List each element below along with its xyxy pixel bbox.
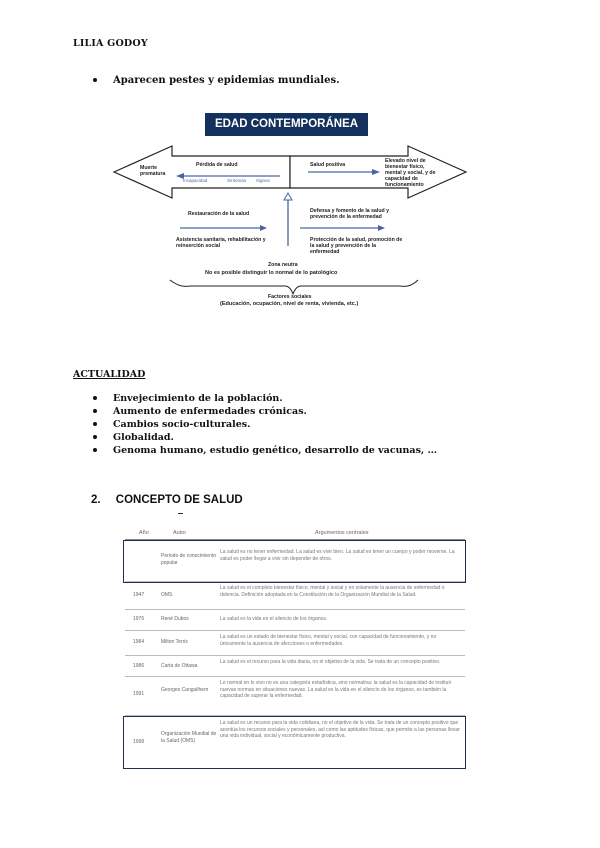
diagram-title: EDAD CONTEMPORÁNEA xyxy=(205,113,368,136)
highlight-box-popular xyxy=(123,540,466,583)
list-item: Genoma humano, estudio genético, desarrollo de vacunas, … xyxy=(93,444,437,457)
elevado-label: Elevado nivel de bienestar físico, mental y social, y de capacidad de funcionamiento xyxy=(385,158,436,188)
intro-bullet-text: Aparecen pestes y epidemias mundiales. xyxy=(113,75,340,86)
header-author: Autor xyxy=(173,530,187,536)
bullet-icon xyxy=(93,409,97,413)
bullet-icon xyxy=(93,78,97,82)
neutral-arrowhead xyxy=(284,193,292,200)
factors-brace xyxy=(170,280,418,294)
table-row: 1986 Carta de Ottawa La salud es el recurso para la vida diaria, no el objetivo de la vida. Se trata de un concepto positivo. xyxy=(125,656,465,677)
list-item: Globalidad. xyxy=(93,431,437,444)
zona-neutra-label: Zona neutra xyxy=(268,262,298,268)
highlight-box-oms xyxy=(123,716,466,769)
table-row: 1976 René Dubos La salud es la vida en el silencio de los órganos. xyxy=(125,610,465,631)
bullet-icon xyxy=(93,435,97,439)
author-header: LILIA GODOY xyxy=(73,38,148,49)
table-row: 1947 OMS La salud es el completo bienestar físico, mental y social y no solamente la ausencia de enfermedad o dolencia. Definición adoptada en la Constitución de la Organización Mundial de la Salud. xyxy=(125,582,465,610)
muerte-label: Muerte prematura xyxy=(140,165,166,177)
underscore-mark xyxy=(178,513,183,514)
list-item: Cambios socio-culturales. xyxy=(93,418,437,431)
table-header xyxy=(125,525,465,540)
list-item: Aumento de enfermedades crónicas. xyxy=(93,405,437,418)
actualidad-list xyxy=(93,392,437,457)
section-title: CONCEPTO DE SALUD xyxy=(115,494,243,506)
header-arguments: Argumentos centrales xyxy=(315,530,369,536)
table-row: 1984 Milton Terris La salud es un estado de bienestar físico, mental y social, con capacidad de funcionamiento, y no únicamente la ausencia de afecciones o enfermedades. xyxy=(125,631,465,656)
list-item: Envejecimiento de la población. xyxy=(93,392,437,405)
incapacidad-label: Incapacidad xyxy=(183,178,208,183)
intro-bullet xyxy=(93,75,340,86)
no-distinguir-label: No es posible distinguir lo normal de lo patológico xyxy=(205,270,338,276)
asistencia-label: Asistencia sanitaria, rehabilitación y reinserción social xyxy=(176,237,266,249)
section-heading xyxy=(91,494,243,506)
bullet-icon xyxy=(93,422,97,426)
actualidad-heading: ACTUALIDAD xyxy=(73,369,146,380)
factores-detalle-label: (Educación, ocupación, nivel de renta, vivienda, etc.) xyxy=(220,301,359,307)
header-year: Año xyxy=(139,530,149,536)
factores-label: Factores sociales xyxy=(268,294,312,300)
table-row: 1991 Georges Canguilhem Lo normal en lo vivo no es una categoría estadística, sino normativa: la salud es la capacidad de instituir nuevas normas en situaciones nuevas. La salud es la vida en el silencio de los órganos, es también la capacidad de superar la enfermedad. xyxy=(125,677,465,716)
restauracion-label: Restauración de la salud xyxy=(188,211,250,217)
defensa-label: Defensa y fomento de la salud y prevención de la enfermedad xyxy=(310,208,389,220)
sintomas-label: Síntomas xyxy=(227,178,247,183)
table-row: 1998 Organización Mundial de la Salud (OMS) La salud es un recurso para la vida cotidiana, no el objetivo de la vida. Se trata de un concepto positivo que acentúa los recursos sociales y personales, así como las aptitudes físicas, que permite a las personas llevar una vida individual, social y económicamente productiva. xyxy=(133,720,460,745)
bullet-icon xyxy=(93,448,97,452)
proteccion-label: Protección de la salud, promoción de la salud y prevención de la enfermedad xyxy=(310,237,403,255)
salud-positiva-label: Salud positiva xyxy=(310,162,346,168)
section-number: 2. xyxy=(91,494,101,506)
bullet-icon xyxy=(93,396,97,400)
perdida-label: Pérdida de salud xyxy=(196,162,238,168)
table-row: Periodo de conocimiento popular La salud es no tener enfermedad. La salud es vivir bien. La salud es tener un cuerpo y poder moverse. La salud es poder llegar a vivir sin depender de otros. xyxy=(125,541,465,582)
signos-label: Signos xyxy=(256,178,270,183)
